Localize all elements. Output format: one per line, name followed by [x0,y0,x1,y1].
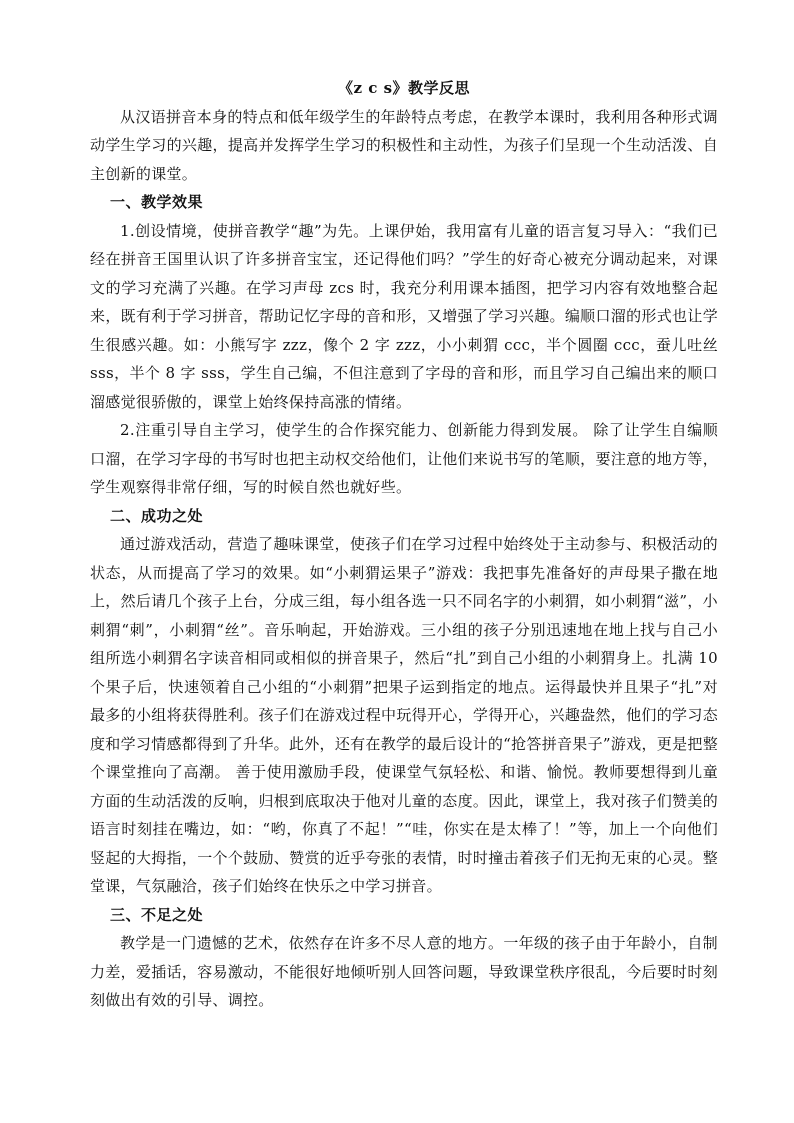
section-heading-teaching-effect: 一、教学效果 [110,193,204,211]
document-title: 《z c s》教学反思 [337,79,471,97]
section-heading-successes: 二、成功之处 [110,506,204,525]
successes-paragraph: 通过游戏活动，营造了趣味课堂，使孩子们在学习过程中始终处于主动参与、积极活动的状态，从而提高了学习的效果。如“小刺猬运果子”游戏：我把事先准备好的声母果子撒在地上，然后请几个孩子上台，分成三组，每小组各选一只不同名字的小刺猬，如小刺猬“滋”，小刺猬“刺”，小刺猬“丝”。音乐响起，开始游戏。三小组的孩子分别迅速地在地上找与自己小组所选小刺猬名字读音相同或相似的拼音果子，然后“扎”到自己小组的小刺猬身上。扎满 10 个果子后，快速领着自己小组的“小刺猬”把果子运到指定的地点。运得最快并且果子“扎”对最多的小组将获得胜利。孩子们在游戏过程中玩得开心，学得开心，兴趣盎然，他们的学习态度和学习情感都得到了升华。此外，还有在教学的最后设计的“抢答拼音果子”游戏，更是把整个课堂推向了高潮。 善于使用激励手段，使课堂气氛轻松、和谐、愉悦。教师要想得到儿童方面的生动活泼的反响，归根到底取决于他对儿童的态度。因此，课堂上，我对孩子们赞美的语言时刻挂在嘴边，如：“哟，你真了不起！”“哇，你实在是太棒了！”等，加上一个向他们竖起的大拇指，一个个鼓励、赞赏的近乎夸张的表情，时时撞击着孩子们无拘无束的心灵。整堂课，气氛融洽，孩子们始终在快乐之中学习拼音。 [90,535,718,895]
section-heading-shortcomings: 三、不足之处 [110,905,204,924]
shortcomings-paragraph: 教学是一门遗憾的艺术，依然存在许多不尽人意的地方。一年级的孩子由于年龄小，自制力差，爱插话，容易激动，不能很好地倾听别人回答问题，导致课堂秩序很乱，今后要时时刻刻做出有效的引导、调控。 [90,934,718,1009]
intro-paragraph: 从汉语拼音本身的特点和低年级学生的年龄特点考虑，在教学本课时，我利用各种形式调动学生学习的兴趣，提高并发挥学生学习的积极性和主动性，为孩子们呈现一个生动活泼、自主创新的课堂。 [90,107,718,183]
teaching-effect-paragraph-1: 1.创设情境，使拼音教学“趣”为先。上课伊始，我用富有儿童的语言复习导入：“我们已经在拼音王国里认识了许多拼音宝宝，还记得他们吗？”学生的好奇心被充分调动起来，对课文的学习充满了兴趣。在学习声母 zcs 时，我充分利用课本插图，把学习内容有效地整合起来，既有利于学习拼音，帮助记忆字母的音和形，又增强了学习兴趣。编顺口溜的形式也让学生很感兴趣。如：小熊写字 zzz，像个 2 字 zzz，小小刺猬 ccc，半个圆圈 ccc，蚕儿吐丝 sss，半个 8 字 sss，学生自己编，不但注意到了字母的音和形，而且学习自己编出来的顺口溜感觉很骄傲的，课堂上始终保持高涨的情绪。 [90,221,718,411]
teaching-effect-paragraph-2: 2.注重引导自主学习，使学生的合作探究能力、创新能力得到发展。 除了让学生自编顺口溜，在学习字母的书写时也把主动权交给他们，让他们来说书写的笔顺，要注意的地方等，学生观察得非常仔细，写的时候自然也就好些。 [90,421,718,496]
document-body [90,74,718,1015]
